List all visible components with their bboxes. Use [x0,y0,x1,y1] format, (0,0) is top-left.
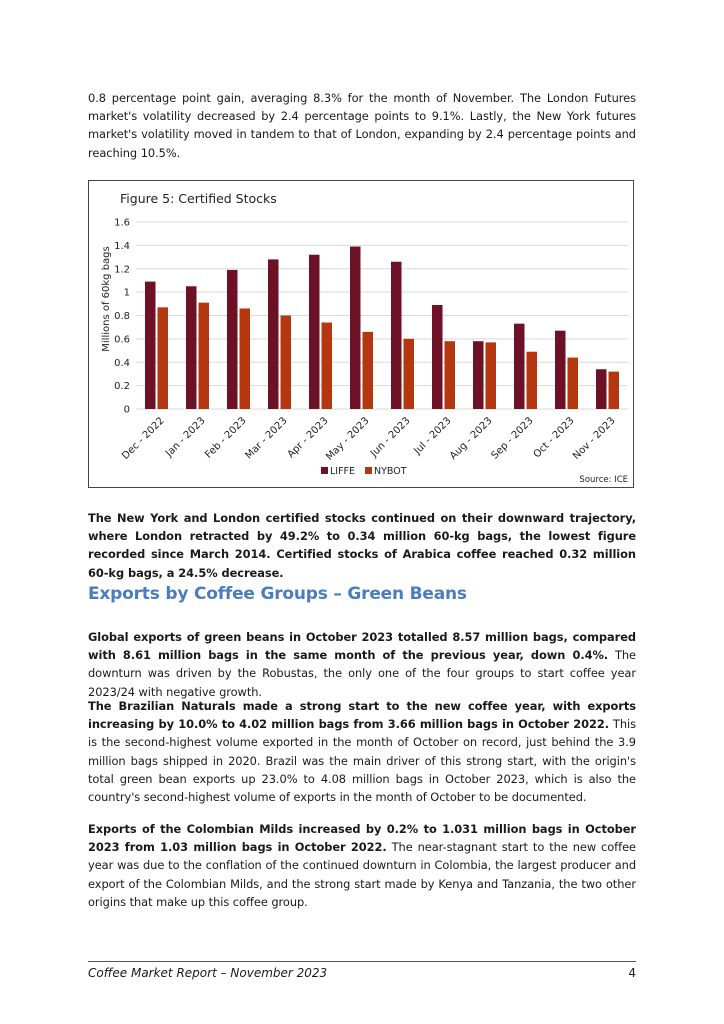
chart-canvas [89,181,635,489]
legend-swatch-liffe [321,467,328,474]
footer-divider [88,961,636,962]
bar-nybot [281,316,292,410]
bar-liffe [186,286,197,409]
y-tick-label: 1.6 [114,217,130,229]
x-tick-label: Nov - 2023 [570,415,618,462]
brazilian-naturals-paragraph [88,697,636,806]
chart-title: Figure 5: Certified Stocks [120,191,277,206]
x-tick-label: Mar - 2023 [243,415,290,462]
bar-nybot [404,339,415,409]
bar-nybot [363,332,374,409]
colombian-milds-paragraph [88,820,636,911]
global-exports-lead: Global exports of green beans in October 2023 totalled 8.57 million bags, compared with 8.61 million bags in the same month of the previous year, down 0.4%. [88,630,636,663]
y-tick-label: 1.2 [114,264,130,276]
page-number: 4 [628,966,636,980]
legend-swatch-nybot [365,467,372,474]
bar-nybot [568,358,579,409]
bar-liffe [350,247,361,409]
bar-liffe [309,255,320,409]
y-tick-label: 0.6 [114,334,130,346]
x-tick-label: Jun - 2023 [368,415,413,460]
legend-label-nybot: NYBOT [374,466,407,477]
x-tick-label: Aug - 2023 [447,415,495,462]
bar-liffe [555,331,566,409]
bar-liffe [596,369,607,409]
bar-nybot [199,303,210,409]
bar-liffe [391,262,402,409]
y-tick-label: 0 [123,404,130,416]
x-tick-label: Dec - 2022 [120,415,167,462]
x-tick-label: Apr - 2023 [285,415,331,461]
global-exports-paragraph [88,628,636,701]
footer-title: Coffee Market Report – November 2023 [88,966,328,980]
bar-liffe [473,341,484,409]
chart-y-ticks [114,218,130,416]
x-tick-label: May - 2023 [324,415,372,463]
chart-bars [145,247,619,409]
bar-nybot [445,341,456,409]
colombian-milds-lead: Exports of the Colombian Milds increased by 0.2% to 1.031 million bags in October 2023 from 1.03 million bags in October 2022. [88,822,636,855]
certified-stocks-summary: The New York and London certified stocks continued on their downward trajectory, where London retracted by 49.2% to 0.34 million 60-kg bags, the lowest figure recorded since March 2014. Certified stocks of Arabica coffee reached 0.32 million 60-kg bags, a 24.5% decrease. [88,511,636,580]
y-tick-label: 0.2 [114,381,130,393]
colombian-milds-body: The near-stagnant start to the new coffee year was due to the conflation of the continued downturn in Colombia, the largest producer and export of the Colombian Milds, and the strong start made by Kenya and Tanzania, the two other origins that make up this coffee group. [88,840,636,909]
chart-source-note: Source: ICE [579,475,628,485]
intro-paragraph: 0.8 percentage point gain, averaging 8.3% for the month of November. The London Futures market's volatility decreased by 2.4 percentage points to 9.1%. Lastly, the New York futures market's volatility moved in tandem to that of London, expanding by 2.4 percentage points and reaching 10.5%. [88,91,636,160]
chart-legend [321,466,407,477]
section-heading: Exports by Coffee Groups – Green Beans [88,584,467,604]
brazilian-naturals-body: This is the second-highest volume exported in the month of October on record, just behind the 3.9 million bags shipped in 2020. Brazil was the main driver of this strong start, with the origin's total green bean exports up 23.0% to 4.08 million bags in October 2023, which is also the country's second-highest volume of exports in the month of October to be documented. [88,717,636,805]
y-tick-label: 1.4 [114,240,130,252]
bar-liffe [145,282,156,409]
bar-liffe [514,324,525,409]
x-tick-label: Oct - 2023 [531,415,577,461]
x-tick-label: Jan - 2023 [163,415,208,460]
y-tick-label: 1 [123,287,130,299]
brazilian-naturals-lead: The Brazilian Naturals made a strong start to the new coffee year, with exports increasing by 10.0% to 4.02 million bags from 3.66 million bags in October 2022. [88,699,636,732]
global-exports-body: The downturn was driven by the Robustas, the only one of the four groups to start coffee year 2023/24 with negative growth. [88,648,636,699]
bar-nybot [158,307,169,409]
y-tick-label: 0.8 [114,311,130,322]
chart-gridlines [136,222,628,409]
chart-x-ticks [120,415,618,462]
bar-nybot [486,342,497,409]
bar-liffe [227,270,238,409]
bar-liffe [268,259,279,409]
bar-nybot [527,352,538,409]
bar-nybot [322,323,333,409]
x-tick-label: Sep - 2023 [489,415,536,462]
bar-liffe [432,305,443,409]
bar-nybot [609,372,620,409]
legend-label-liffe: LIFFE [330,466,356,477]
bar-nybot [240,308,251,409]
x-tick-label: Feb - 2023 [203,415,249,461]
x-tick-label: Jul - 2023 [412,415,454,457]
chart-y-axis-label: Millions of 60kg bags [101,246,112,352]
certified-stocks-chart [88,180,634,488]
y-tick-label: 0.4 [114,357,130,369]
